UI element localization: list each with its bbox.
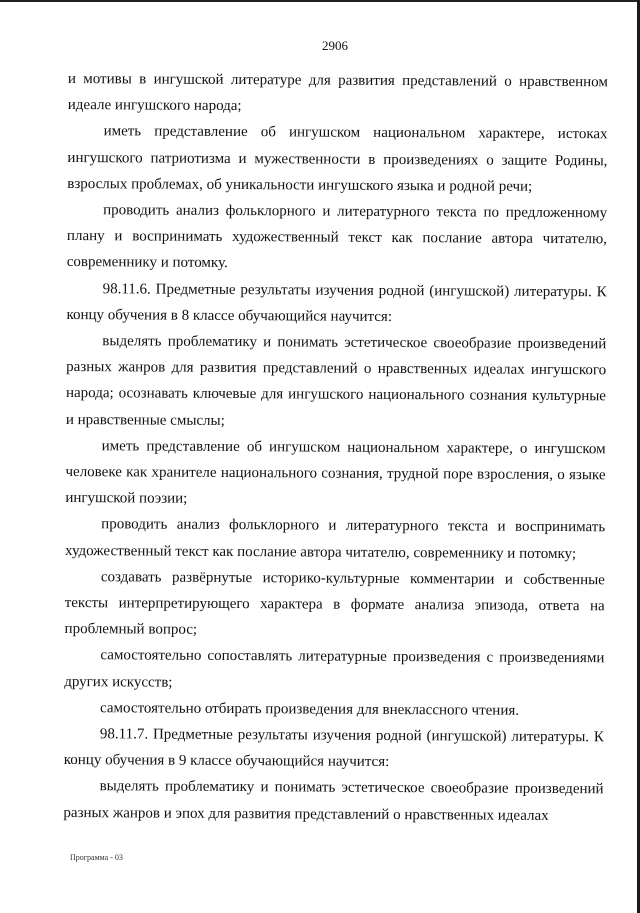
paragraph: самостоятельно отбирать произведения для внеклассного чтения.	[100, 700, 520, 719]
paragraph: выделять проблематику и понимать эстетическое своеобразие произведений разных жанров для развития представлений о нравственных идеалах ингушского народа; осознавать ключевые для ингушского национального сознания культурные и нравственные смыслы;	[65, 333, 607, 429]
paragraph: создавать развёрнутые историко-культурные комментарии и собственные тексты интерпретирующего характера в формате анализа эпизода, ответа на проблемный вопрос;	[64, 569, 605, 639]
paragraph: проводить анализ фольклорного и литературного текста и воспринимать художественный текст как послание автора читателю, современнику и потомку;	[64, 516, 606, 562]
scan-edge-top	[0, 0, 640, 2]
section-heading-98-11-6: 98.11.6. Предметные результаты изучения родной (ингушской) литературы. К концу обучения в 8 классе обучающийся научится:	[66, 280, 607, 325]
body-text	[63, 66, 608, 829]
page-number: 2906	[322, 38, 348, 53]
paragraph: иметь представление об ингушском национальном характере, о ингушском человеке как хранителе национального сознания, трудной поре взросления, о языке ингушской поэзии;	[65, 438, 606, 507]
paragraph: иметь представление об ингушском национальном характере, истоках ингушского патриотизма и мужественности в произведениях о защите Родины, взрослых проблемах, об уникальности ингушского языка и родной речи;	[67, 123, 608, 195]
paragraph: самостоятельно сопоставлять литературные произведения с произведениями других искусств;	[64, 647, 605, 691]
paragraph: и мотивы в ингушской литературе для развития представлений о нравственном идеале ингушского народа;	[67, 70, 608, 115]
paragraph: проводить анализ фольклорного и литературного текста по предложенному плану и воспринимать художественный текст как послание автора читателю, современнику и потомку.	[66, 202, 608, 272]
section-heading-98-11-7: 98.11.7. Предметные результаты изучения родной (ингушской) литературы. К концу обучения в 9 классе обучающийся научится:	[63, 726, 604, 771]
paragraph: выделять проблематику и понимать эстетическое своеобразие произведений разных жанров и эпох для развития представлений о нравственных идеалах	[63, 778, 604, 824]
page-footer: Программа - 03	[70, 853, 123, 862]
